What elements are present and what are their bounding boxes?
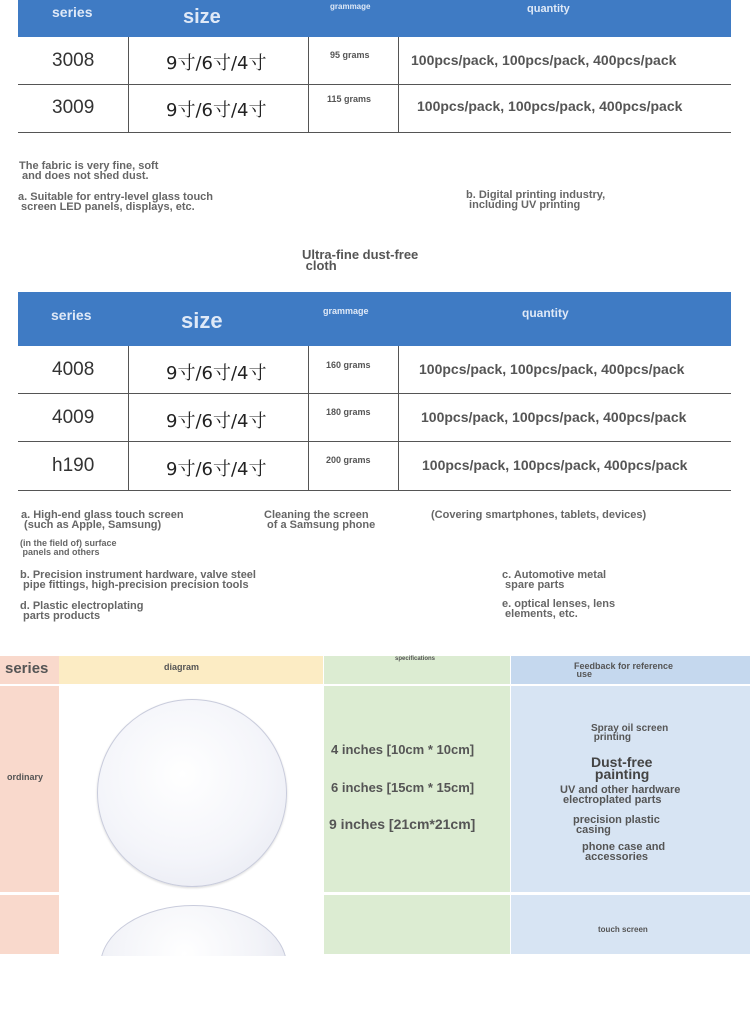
quantity-cell: 100pcs/pack, 100pcs/pack, 400pcs/pack <box>421 409 687 425</box>
header-specifications: specifications <box>395 656 436 662</box>
table-header <box>18 0 731 37</box>
size-cell: 9寸/6寸/4寸 <box>166 459 267 480</box>
use-plastic: precision plastic casing <box>573 814 660 836</box>
header-grammage: grammage <box>330 2 371 11</box>
section-title: Ultra-fine dust-free cloth <box>302 247 419 273</box>
size-cell: 9寸/6寸/4寸 <box>166 363 267 384</box>
row-divider <box>0 892 750 895</box>
size-cell: 9寸/6寸/4寸 <box>166 411 267 432</box>
table-row <box>18 442 731 491</box>
use-touch: touch screen <box>598 925 648 934</box>
usage-b-note: b. Precision instrument hardware, valve steel pipe fittings, high-precision precision tools <box>20 569 256 591</box>
header-series: series <box>5 660 49 677</box>
grammage-cell: 180 grams <box>326 407 371 417</box>
quantity-cell: 100pcs/pack, 100pcs/pack, 400pcs/pack <box>422 457 688 473</box>
spec-6-inch: 6 inches [15cm * 15cm] <box>331 780 475 795</box>
table-row <box>18 346 731 394</box>
series-cell: h190 <box>52 455 95 476</box>
header-quantity: quantity <box>527 3 570 15</box>
usage-a-note: a. Suitable for entry-level glass touch screen LED panels, displays, etc. <box>18 191 213 213</box>
grammage-cell: 115 grams <box>327 94 372 104</box>
cloth-image <box>100 905 287 1027</box>
field-note: (in the field of) surface panels and others <box>20 538 117 557</box>
size-cell: 9寸/6寸/4寸 <box>166 53 267 74</box>
use-spray: Spray oil screen printing <box>591 723 669 743</box>
header-size: size <box>181 308 223 333</box>
header-divider <box>0 684 750 686</box>
spec-4-inch: 4 inches [10cm * 10cm] <box>331 742 475 757</box>
size-cell: 9寸/6寸/4寸 <box>166 100 267 121</box>
series-cell: 4008 <box>52 359 95 380</box>
use-phone: phone case and accessories <box>582 841 666 863</box>
series-label: ordinary <box>7 772 44 782</box>
spec-table-3000 <box>18 0 731 134</box>
header-quantity: quantity <box>522 306 569 320</box>
grammage-cell: 95 grams <box>330 50 370 60</box>
table-row <box>18 85 731 133</box>
series-column <box>0 656 59 954</box>
quantity-cell: 100pcs/pack, 100pcs/pack, 400pcs/pack <box>411 52 677 68</box>
table-row <box>18 394 731 442</box>
header-series: series <box>52 4 93 20</box>
quantity-cell: 100pcs/pack, 100pcs/pack, 400pcs/pack <box>417 98 683 114</box>
specs-column <box>324 656 510 954</box>
header-grammage: grammage <box>323 306 369 316</box>
table-header <box>18 292 731 346</box>
usage-a-note: a. High-end glass touch screen (such as Apple, Samsung) <box>21 509 184 531</box>
header-diagram: diagram <box>164 662 200 672</box>
fabric-note: The fabric is very fine, soft and does not shed dust. <box>19 160 159 182</box>
table-row <box>18 37 731 85</box>
header-size: size <box>183 6 221 28</box>
header-series: series <box>51 307 92 323</box>
grammage-cell: 160 grams <box>326 360 371 370</box>
series-cell: 4009 <box>52 407 95 428</box>
series-cell: 3008 <box>52 50 95 71</box>
cleaning-note: Cleaning the screen of a Samsung phone <box>264 509 376 531</box>
spec-9-inch: 9 inches [21cm*21cm] <box>329 816 476 832</box>
quantity-cell: 100pcs/pack, 100pcs/pack, 400pcs/pack <box>419 361 685 377</box>
covering-note: (Covering smartphones, tablets, devices) <box>431 509 647 521</box>
use-uv: UV and other hardware electroplated parts <box>560 784 681 806</box>
grammage-cell: 200 grams <box>326 455 371 465</box>
usage-c-note: c. Automotive metal spare parts <box>502 569 607 591</box>
usage-b-note: b. Digital printing industry, including UV printing <box>466 189 606 211</box>
spec-table-4000 <box>18 292 731 492</box>
usage-e-note: e. optical lenses, lens elements, etc. <box>502 598 616 620</box>
cloth-image <box>97 699 287 887</box>
series-cell: 3009 <box>52 97 95 118</box>
header-feedback: Feedback for reference use <box>574 661 674 679</box>
use-dustfree: Dust-free painting <box>591 754 653 782</box>
usage-d-note: d. Plastic electroplating parts products <box>20 600 144 622</box>
